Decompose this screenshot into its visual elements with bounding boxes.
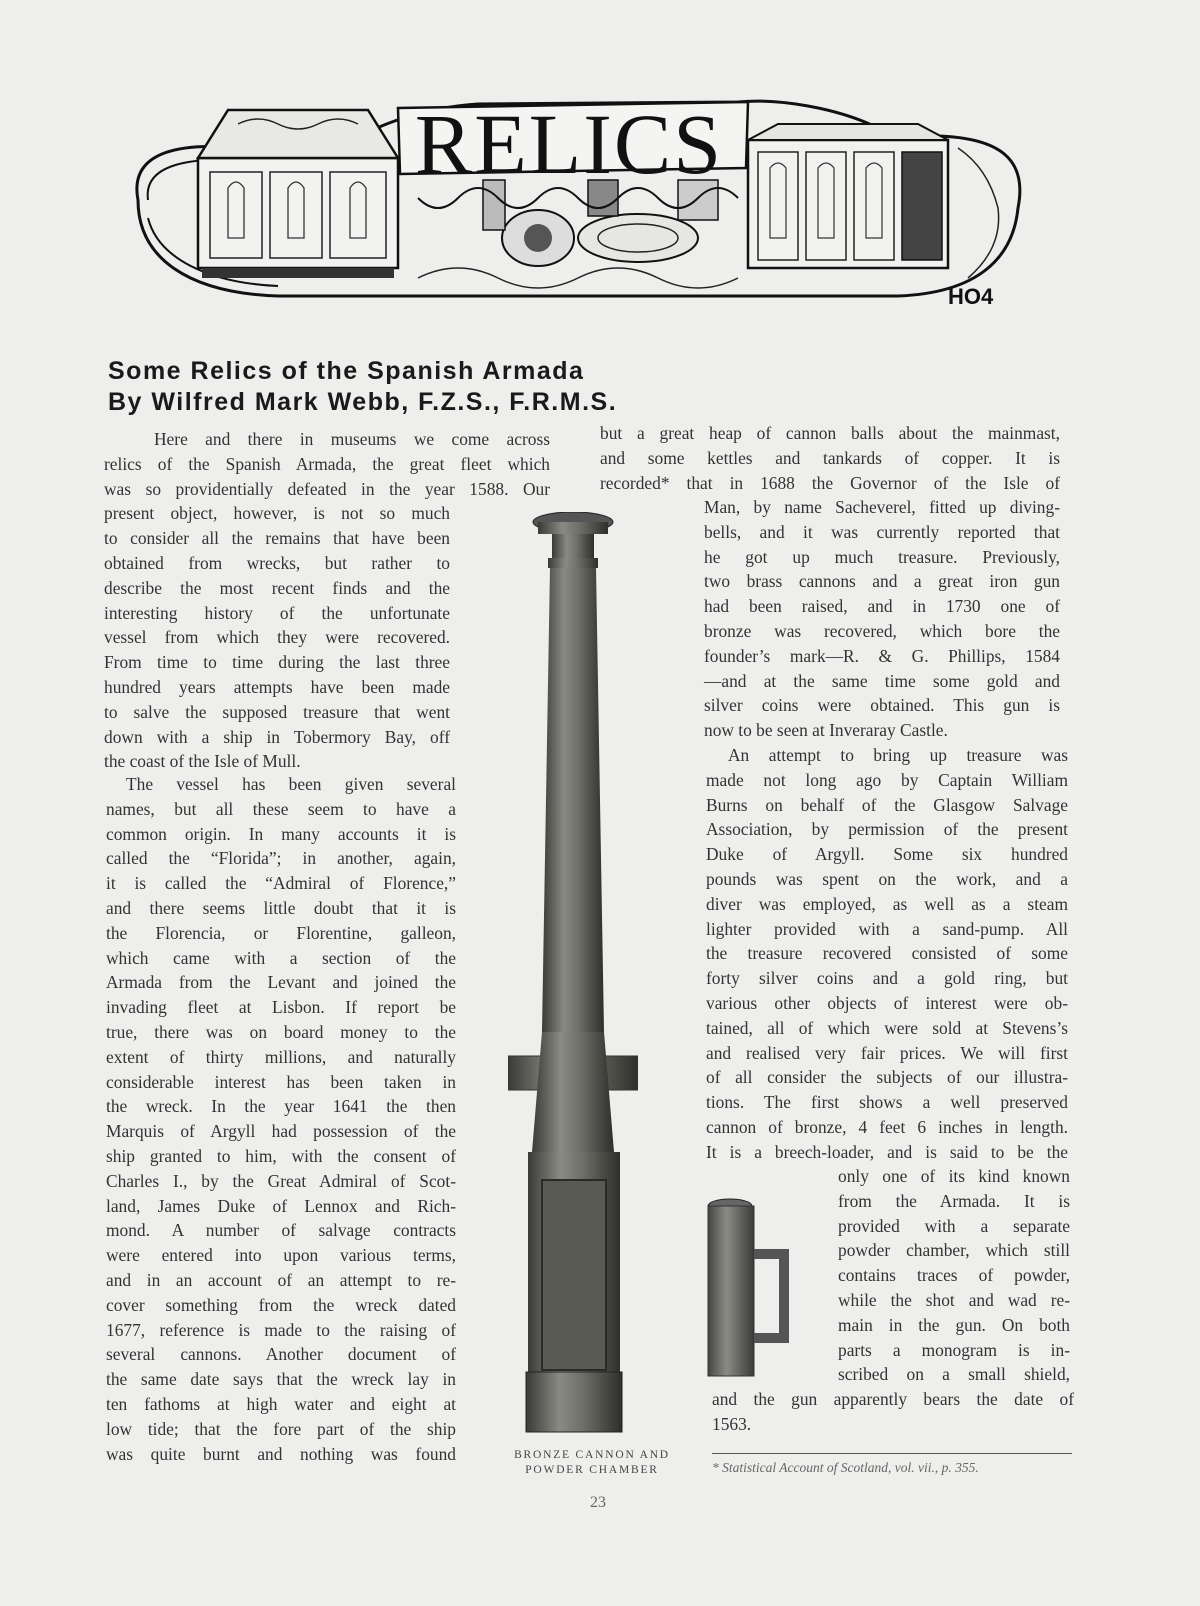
text-line: founder’s mark—R. & G. Phillips, 1584 [704,645,1060,666]
text-line: Duke of Argyll. Some six hundred [706,844,1068,865]
text-line: while the shot and wad re- [838,1289,1070,1310]
text-line: It is a breech-loader, and is said to be the [706,1141,1068,1162]
text-line: obtained from wrecks, but rather to [104,552,450,573]
text-line: but a great heap of cannon balls about the mainmast, [600,423,1060,443]
powder-chamber-image [700,1198,800,1380]
text-line: provided with a separate [838,1215,1070,1236]
text-line: vessel from which they were recovered. [104,627,450,648]
text-line: interesting history of the unfortunate [104,602,450,623]
text-line: only one of its kind known [838,1166,1070,1186]
text-line: present object, however, is not so much [104,503,450,524]
text-line: and there seems little doubt that it is [106,897,456,918]
text-line: hundred years attempts have been made [104,676,450,697]
text-line: two brass cannons and a great iron gun [704,571,1060,592]
text-line: An attempt to bring up treasure was [728,745,1068,765]
text-line: true, there was on board money to the [106,1021,456,1042]
left-col-paragraph-2 [106,772,456,1466]
text-line: made not long ago by Captain William [706,769,1068,790]
text-line: of all consider the subjects of our illustra- [706,1067,1068,1088]
text-line: describe the most recent finds and the [104,577,450,598]
text-line: recorded* that in 1688 the Governor of the Isle of [600,472,1060,493]
text-line: 1677, reference is made to the raising of [106,1319,456,1340]
text-line: was quite burnt and nothing was found [106,1443,456,1464]
footnote-rule [712,1453,1072,1454]
text-line: Marquis of Argyll had possession of the [106,1121,456,1142]
text-line: common origin. In many accounts it is [106,823,456,844]
text-line: bells, and it was currently reported that [704,521,1060,542]
caption-line-1: BRONZE CANNON AND [514,1449,670,1461]
text-line: relics of the Spanish Armada, the great fleet which [104,453,550,474]
artist-signature: HO4 [948,284,994,309]
text-line: scribed on a small shield, [838,1364,1070,1385]
text-line: Man, by name Sacheverel, fitted up diving- [704,497,1060,517]
page-number: 23 [590,1494,606,1511]
right-col-paragraph-1 [704,495,1060,743]
text-line: to salve the supposed treasure that went [104,701,450,722]
text-line: down with a ship in Tobermory Bay, off [104,726,450,747]
text-line: the wreck. In the year 1641 the then [106,1096,456,1117]
text-line: several cannons. Another document of [106,1344,456,1365]
text-line: tions. The first shows a well preserved [706,1092,1068,1113]
text-line: Charles I., by the Great Admiral of Scot- [106,1170,456,1191]
text-line: cannon of bronze, 4 feet 6 inches in length. [706,1116,1068,1137]
text-line: low tide; that the fore part of the ship [106,1418,456,1439]
text-line: extent of thirty millions, and naturally [106,1046,456,1067]
figure-caption [502,1448,682,1478]
text-line: considerable interest has been taken in [106,1071,456,1092]
text-line: to consider all the remains that have been [104,528,450,549]
text-line: contains traces of powder, [838,1265,1070,1286]
text-line: had been raised, and in 1730 one of [704,596,1060,617]
text-line: invading fleet at Lisbon. If report be [106,997,456,1018]
article-heading [108,356,808,418]
text-line: names, but all these seem to have a [106,798,456,819]
text-line: powder chamber, which still [838,1240,1070,1261]
text-line: The vessel has been given several [126,774,456,794]
bronze-cannon-image [508,512,638,1436]
text-line: were entered into upon various terms, [106,1245,456,1266]
text-line: which came with a section of the [106,947,456,968]
text-line: Association, by permission of the present [706,819,1068,840]
text-line: silver coins were obtained. This gun is [704,695,1060,716]
text-line: the Florencia, or Florentine, galleon, [106,922,456,943]
text-line: now to be seen at Inveraray Castle. [704,720,948,741]
text-line: —and at the same time some gold and [704,670,1060,691]
text-line: Here and there in museums we come across [154,429,550,449]
text-line: mond. A number of salvage contracts [106,1220,456,1241]
text-line: Armada from the Levant and joined the [106,972,456,993]
text-line: from the Armada. It is [838,1190,1070,1211]
text-line: the coast of the Isle of Mull. [104,751,301,772]
article-byline: By Wilfred Mark Webb, F.Z.S., F.R.M.S. [108,388,618,416]
text-line: it is called the “Admiral of Florence,” [106,873,456,894]
right-col-wrap-text [838,1164,1070,1387]
text-line: and realised very fair prices. We will first [706,1042,1068,1063]
text-line: 1563. [712,1413,752,1434]
footnote: * Statistical Account of Scotland, vol. vii., p. 355. [712,1460,979,1475]
article-title: Some Relics of the Spanish Armada [108,357,585,385]
text-line: land, James Duke of Lennox and Rich- [106,1195,456,1216]
text-line: lighter provided with a sand-pump. All [706,918,1068,939]
text-line: he got up much treasure. Previously, [704,546,1060,567]
text-line: cover something from the wreck dated [106,1294,456,1315]
text-line: pounds was spent on the work, and a [706,868,1068,889]
text-line: ten fathoms at high water and eight at [106,1393,456,1414]
text-line: and the gun apparently bears the date of [712,1389,1074,1409]
left-col-paragraph-1 [104,427,550,774]
text-line: Burns on behalf of the Glasgow Salvage [706,794,1068,815]
text-line: was so providentially defeated in the year 1588. Our [104,478,550,499]
text-line: the treasure recovered consisted of some [706,943,1068,964]
text-line: called the “Florida”; in another, again, [106,848,456,869]
caption-line-2: POWDER CHAMBER [525,1464,659,1476]
right-col-end [712,1387,1074,1437]
text-line: tained, all of which were sold at Stevens’s [706,1017,1068,1038]
text-line: From time to time during the last three [104,652,450,673]
text-line: bronze was recovered, which bore the [704,620,1060,641]
text-line: diver was employed, as well as a steam [706,893,1068,914]
text-line: ship granted to him, with the consent of [106,1145,456,1166]
text-line: and some kettles and tankards of copper. It is [600,447,1060,468]
banner-title: RELICS [414,96,724,192]
text-line: parts a monogram is in- [838,1339,1070,1360]
text-line: and in an account of an attempt to re- [106,1269,456,1290]
text-line: forty silver coins and a gold ring, but [706,968,1068,989]
text-line: the same date says that the wreck lay in [106,1369,456,1390]
text-line: main in the gun. On both [838,1314,1070,1335]
text-line: various other objects of interest were ob- [706,992,1068,1013]
right-col-paragraph-2 [706,743,1068,1165]
right-col-top [600,421,1060,495]
relics-banner [118,88,1038,320]
